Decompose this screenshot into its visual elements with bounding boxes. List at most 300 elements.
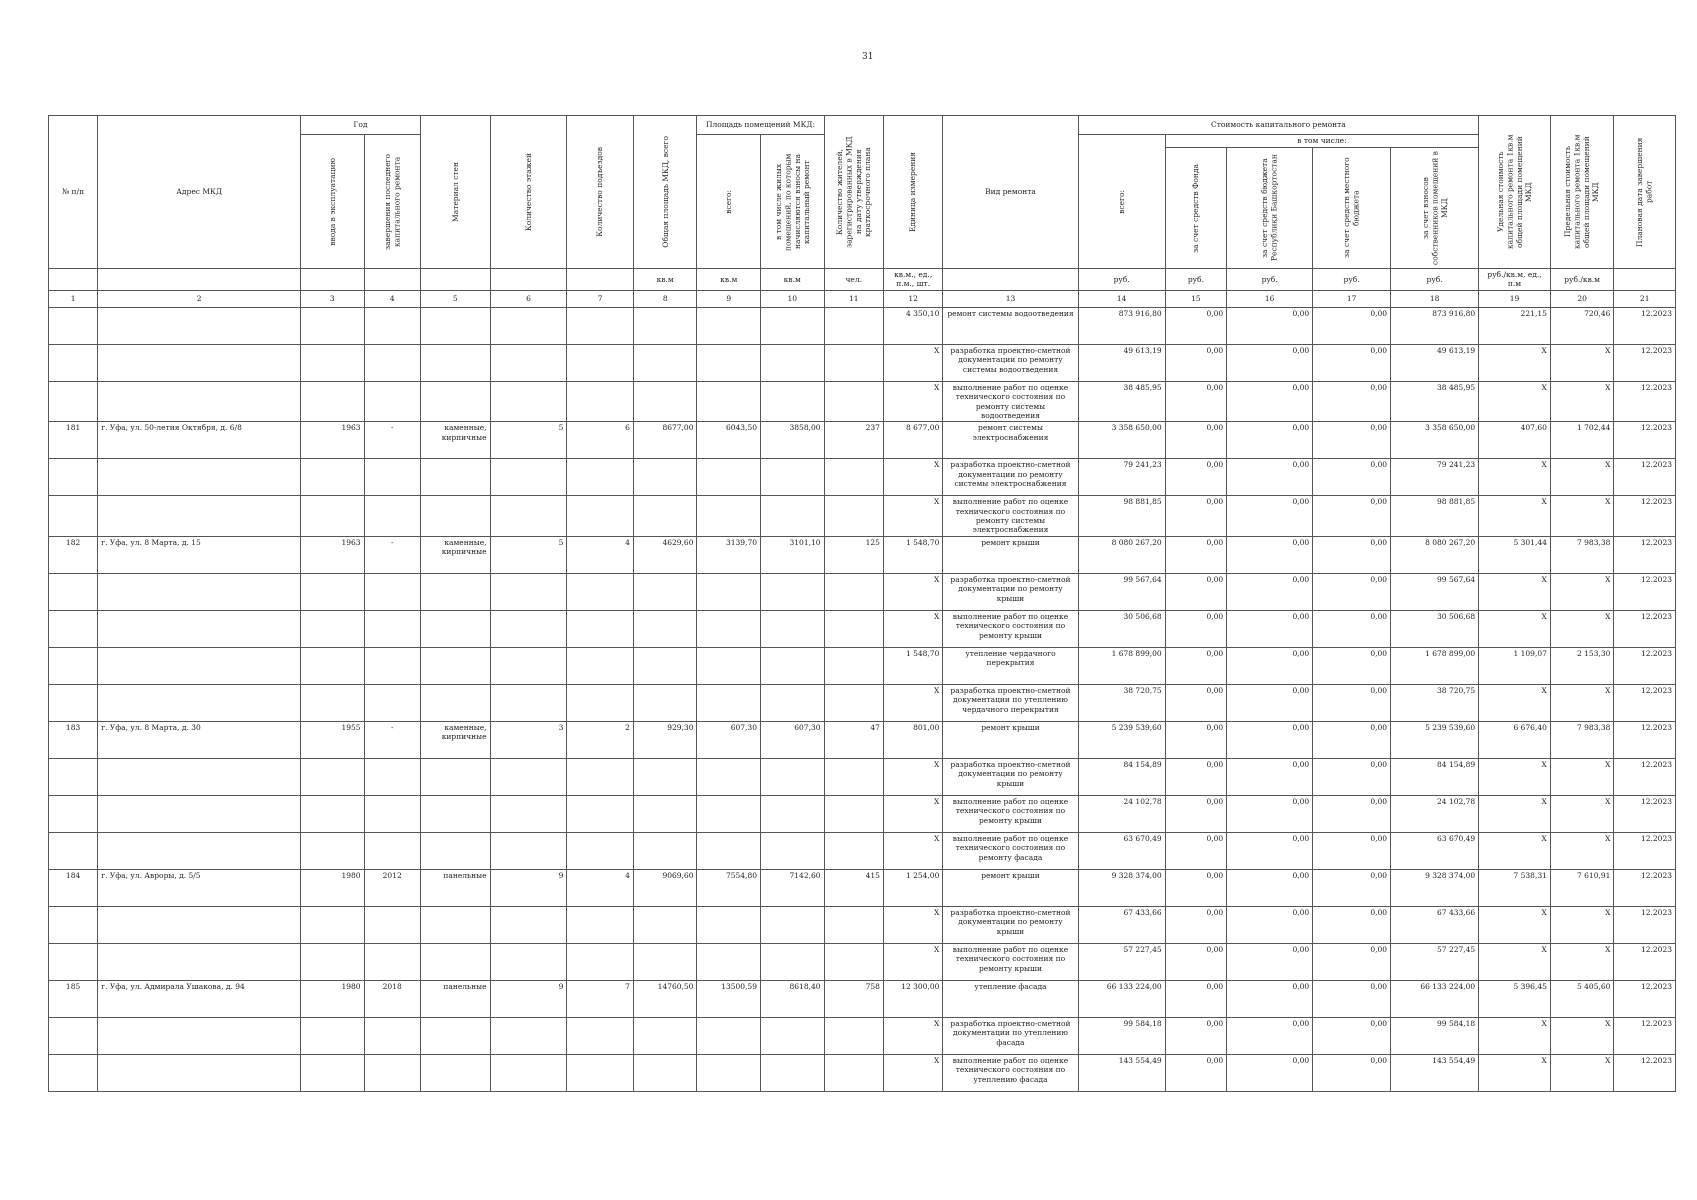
- cell-mcost: 7 610,91: [1550, 869, 1614, 906]
- cell-ucost: X: [1479, 459, 1551, 496]
- cell-y1: 1980: [301, 869, 365, 906]
- cell-wall: [420, 647, 490, 684]
- cell-floors: [490, 496, 567, 537]
- cell-floors: 5: [490, 536, 567, 573]
- cell-floors: [490, 758, 567, 795]
- cell-wall: [420, 307, 490, 344]
- unit-cell: руб.: [1078, 269, 1165, 291]
- cell-y2: [364, 647, 420, 684]
- cell-ucost: 407,60: [1479, 422, 1551, 459]
- cell-no: [49, 647, 98, 684]
- cell-owners: 79 241,23: [1391, 459, 1479, 496]
- cell-address: г. Уфа, ул. 50-летия Октября, д. 6/8: [98, 422, 301, 459]
- cell-fund: 0,00: [1165, 647, 1226, 684]
- cell-floors: 3: [490, 721, 567, 758]
- table-row: [49, 758, 1676, 795]
- cell-local: 0,00: [1313, 980, 1391, 1017]
- cell-owners: 873 916,80: [1391, 307, 1479, 344]
- cell-p2: [760, 906, 824, 943]
- cell-y2: [364, 684, 420, 721]
- cell-mcost: X: [1550, 344, 1614, 381]
- cell-entr: 4: [567, 869, 634, 906]
- cell-ucost: X: [1479, 1017, 1551, 1054]
- header-including: в том числе:: [1165, 135, 1479, 148]
- cell-date: 12.2023: [1614, 496, 1676, 537]
- cell-p2: 607,30: [760, 721, 824, 758]
- cell-wall: [420, 496, 490, 537]
- header-cost-local: за счет средств местного бюджета: [1313, 148, 1391, 269]
- cell-res: [824, 344, 883, 381]
- cell-address: [98, 943, 301, 980]
- cell-ucost: X: [1479, 795, 1551, 832]
- column-number: 5: [420, 290, 490, 307]
- cell-p1: [697, 496, 761, 537]
- column-number: 9: [697, 290, 761, 307]
- cell-fund: 0,00: [1165, 610, 1226, 647]
- cell-owners: 49 613,19: [1391, 344, 1479, 381]
- cell-y2: [364, 832, 420, 869]
- cell-mcost: X: [1550, 381, 1614, 422]
- cell-mcost: X: [1550, 943, 1614, 980]
- header-total-area: Общая площадь МКД, всего: [633, 116, 697, 269]
- column-number: 6: [490, 290, 567, 307]
- cell-y1: [301, 647, 365, 684]
- cell-date: 12.2023: [1614, 536, 1676, 573]
- column-number: 16: [1227, 290, 1313, 307]
- cell-wall: [420, 1017, 490, 1054]
- cell-p2: [760, 1017, 824, 1054]
- cell-no: 182: [49, 536, 98, 573]
- cell-address: [98, 647, 301, 684]
- cell-y1: [301, 795, 365, 832]
- header-premises-group: Площадь помещений МКД:: [697, 116, 824, 135]
- cell-wall: [420, 684, 490, 721]
- cell-local: 0,00: [1313, 422, 1391, 459]
- cell-owners: 5 239 539,60: [1391, 721, 1479, 758]
- column-number: 13: [943, 290, 1078, 307]
- cell-y1: [301, 496, 365, 537]
- cell-address: [98, 573, 301, 610]
- column-number: 21: [1614, 290, 1676, 307]
- cell-total: 84 154,89: [1078, 758, 1165, 795]
- cell-floors: [490, 647, 567, 684]
- cell-fund: 0,00: [1165, 536, 1226, 573]
- cell-p1: [697, 1054, 761, 1091]
- column-number: 20: [1550, 290, 1614, 307]
- header-cost-group: Стоимость капитального ремонта: [1078, 116, 1479, 135]
- cell-p1: [697, 1017, 761, 1054]
- header-year-group: Год: [301, 116, 421, 135]
- header-unit-cost: Удельная стоимость капитального ремонта 1кв.м общей площади помещений МКД: [1479, 116, 1551, 269]
- cell-area: [633, 832, 697, 869]
- table-row: [49, 906, 1676, 943]
- cell-owners: 9 328 374,00: [1391, 869, 1479, 906]
- cell-fund: 0,00: [1165, 573, 1226, 610]
- cell-y1: 1955: [301, 721, 365, 758]
- cell-address: [98, 344, 301, 381]
- cell-fund: 0,00: [1165, 459, 1226, 496]
- cell-local: 0,00: [1313, 573, 1391, 610]
- cell-wall: каменные, кирпичные: [420, 422, 490, 459]
- cell-unit: 801,00: [883, 721, 942, 758]
- cell-owners: 24 102,78: [1391, 795, 1479, 832]
- cell-unit: X: [883, 496, 942, 537]
- cell-p2: [760, 647, 824, 684]
- cell-date: 12.2023: [1614, 459, 1676, 496]
- cell-entr: [567, 684, 634, 721]
- header-cost-republic: за счет средств бюджета Республики Башкортостан: [1227, 148, 1313, 269]
- cell-no: 185: [49, 980, 98, 1017]
- cell-p2: [760, 684, 824, 721]
- header-unit: Единица измерения: [883, 116, 942, 269]
- cell-fund: 0,00: [1165, 795, 1226, 832]
- cell-owners: 63 670,49: [1391, 832, 1479, 869]
- cell-fund: 0,00: [1165, 684, 1226, 721]
- table-row: [49, 307, 1676, 344]
- cell-wall: [420, 906, 490, 943]
- cell-y2: [364, 381, 420, 422]
- cell-mcost: 5 405,60: [1550, 980, 1614, 1017]
- cell-local: 0,00: [1313, 832, 1391, 869]
- cell-ucost: X: [1479, 684, 1551, 721]
- cell-local: 0,00: [1313, 1017, 1391, 1054]
- cell-no: 181: [49, 422, 98, 459]
- cell-entr: [567, 1017, 634, 1054]
- units-row: [49, 269, 1676, 291]
- cell-type: выполнение работ по оценке технического состояния по ремонту крыши: [943, 610, 1078, 647]
- cell-wall: [420, 943, 490, 980]
- cell-rb: 0,00: [1227, 795, 1313, 832]
- unit-cell: руб.: [1313, 269, 1391, 291]
- cell-area: [633, 573, 697, 610]
- cell-address: [98, 1054, 301, 1091]
- cell-owners: 1 678 899,00: [1391, 647, 1479, 684]
- cell-type: ремонт крыши: [943, 536, 1078, 573]
- cell-area: [633, 496, 697, 537]
- cell-res: [824, 906, 883, 943]
- column-number: 2: [98, 290, 301, 307]
- cell-date: 12.2023: [1614, 573, 1676, 610]
- cell-address: [98, 496, 301, 537]
- column-number: 1: [49, 290, 98, 307]
- cell-total: 57 227,45: [1078, 943, 1165, 980]
- cell-y2: [364, 573, 420, 610]
- cell-entr: 6: [567, 422, 634, 459]
- cell-p2: 3101,10: [760, 536, 824, 573]
- cell-p1: [697, 610, 761, 647]
- column-number: 17: [1313, 290, 1391, 307]
- cell-type: разработка проектно-сметной документации по ремонту системы электроснабжения: [943, 459, 1078, 496]
- cell-entr: 2: [567, 721, 634, 758]
- cell-res: [824, 573, 883, 610]
- cell-ucost: X: [1479, 943, 1551, 980]
- cell-rb: 0,00: [1227, 573, 1313, 610]
- cell-area: [633, 943, 697, 980]
- cell-type: разработка проектно-сметной документации по ремонту крыши: [943, 906, 1078, 943]
- cell-mcost: X: [1550, 496, 1614, 537]
- cell-mcost: X: [1550, 684, 1614, 721]
- cell-rb: 0,00: [1227, 610, 1313, 647]
- cell-no: [49, 832, 98, 869]
- cell-no: [49, 758, 98, 795]
- cell-p1: [697, 832, 761, 869]
- cell-entr: [567, 459, 634, 496]
- cell-total: 99 567,64: [1078, 573, 1165, 610]
- header-year-commission: ввода в эксплуатацию: [301, 135, 365, 269]
- cell-wall: [420, 573, 490, 610]
- cell-entr: [567, 906, 634, 943]
- cell-y2: [364, 307, 420, 344]
- cell-local: 0,00: [1313, 610, 1391, 647]
- cell-owners: 38 485,95: [1391, 381, 1479, 422]
- cell-y1: [301, 943, 365, 980]
- cell-entr: [567, 647, 634, 684]
- cell-no: [49, 459, 98, 496]
- cell-type: выполнение работ по оценке технического состояния по ремонту системы водоотведения: [943, 381, 1078, 422]
- cell-type: ремонт системы электроснабжения: [943, 422, 1078, 459]
- cell-floors: [490, 307, 567, 344]
- cell-total: 99 584,18: [1078, 1017, 1165, 1054]
- cell-entr: [567, 610, 634, 647]
- cell-type: разработка проектно-сметной документации по ремонту крыши: [943, 758, 1078, 795]
- cell-rb: 0,00: [1227, 906, 1313, 943]
- cell-p1: [697, 344, 761, 381]
- cell-unit: X: [883, 943, 942, 980]
- cell-owners: 99 584,18: [1391, 1017, 1479, 1054]
- cell-date: 12.2023: [1614, 684, 1676, 721]
- cell-y2: [364, 1054, 420, 1091]
- table-row: [49, 980, 1676, 1017]
- cell-type: выполнение работ по оценке технического состояния по ремонту фасада: [943, 832, 1078, 869]
- cell-rb: 0,00: [1227, 307, 1313, 344]
- cell-floors: [490, 943, 567, 980]
- cell-p1: 6043,50: [697, 422, 761, 459]
- cell-rb: 0,00: [1227, 459, 1313, 496]
- cell-ucost: 5 301,44: [1479, 536, 1551, 573]
- cell-rb: 0,00: [1227, 344, 1313, 381]
- cell-p1: 7554,80: [697, 869, 761, 906]
- cell-y1: [301, 459, 365, 496]
- cell-y1: 1963: [301, 536, 365, 573]
- cell-date: 12.2023: [1614, 381, 1676, 422]
- cell-address: [98, 795, 301, 832]
- cell-local: 0,00: [1313, 459, 1391, 496]
- cell-p2: 3858,00: [760, 422, 824, 459]
- cell-p2: [760, 573, 824, 610]
- cell-total: 8 080 267,20: [1078, 536, 1165, 573]
- table-row: [49, 943, 1676, 980]
- cell-address: [98, 758, 301, 795]
- unit-cell: руб./кв.м, ед., п.м: [1479, 269, 1551, 291]
- cell-total: 38 720,75: [1078, 684, 1165, 721]
- cell-mcost: X: [1550, 573, 1614, 610]
- cell-p1: [697, 906, 761, 943]
- cell-res: [824, 1017, 883, 1054]
- cell-res: [824, 758, 883, 795]
- cell-p1: [697, 573, 761, 610]
- cell-floors: [490, 573, 567, 610]
- cell-no: [49, 943, 98, 980]
- cell-area: [633, 1017, 697, 1054]
- unit-cell: кв.м., ед., п.м., шт.: [883, 269, 942, 291]
- cell-fund: 0,00: [1165, 832, 1226, 869]
- cell-total: 66 133 224,00: [1078, 980, 1165, 1017]
- cell-mcost: X: [1550, 795, 1614, 832]
- cell-wall: каменные, кирпичные: [420, 721, 490, 758]
- unit-cell: кв.м: [633, 269, 697, 291]
- cell-p2: [760, 381, 824, 422]
- cell-area: [633, 795, 697, 832]
- cell-ucost: 7 538,31: [1479, 869, 1551, 906]
- table-row: [49, 1054, 1676, 1091]
- cell-y1: [301, 1017, 365, 1054]
- cell-local: 0,00: [1313, 381, 1391, 422]
- cell-fund: 0,00: [1165, 307, 1226, 344]
- column-number: 4: [364, 290, 420, 307]
- cell-rb: 0,00: [1227, 422, 1313, 459]
- table-row: [49, 795, 1676, 832]
- cell-floors: [490, 459, 567, 496]
- cell-address: [98, 1017, 301, 1054]
- cell-local: 0,00: [1313, 344, 1391, 381]
- cell-p1: [697, 943, 761, 980]
- header-row-1: [49, 116, 1676, 135]
- column-numbers-row: [49, 290, 1676, 307]
- cell-mcost: X: [1550, 1054, 1614, 1091]
- cell-fund: 0,00: [1165, 869, 1226, 906]
- column-number: 11: [824, 290, 883, 307]
- cell-ucost: X: [1479, 573, 1551, 610]
- table-row: [49, 647, 1676, 684]
- cell-ucost: X: [1479, 610, 1551, 647]
- cell-y2: -: [364, 721, 420, 758]
- cell-y1: [301, 832, 365, 869]
- cell-fund: 0,00: [1165, 980, 1226, 1017]
- cell-fund: 0,00: [1165, 943, 1226, 980]
- cell-rb: 0,00: [1227, 758, 1313, 795]
- cell-p1: [697, 795, 761, 832]
- cell-type: разработка проектно-сметной документации по утеплению фасада: [943, 1017, 1078, 1054]
- cell-address: [98, 610, 301, 647]
- header-address: Адрес МКД: [98, 116, 301, 269]
- cell-y2: -: [364, 536, 420, 573]
- cell-unit: X: [883, 684, 942, 721]
- cell-owners: 3 358 650,00: [1391, 422, 1479, 459]
- cell-local: 0,00: [1313, 758, 1391, 795]
- cell-date: 12.2023: [1614, 906, 1676, 943]
- cell-fund: 0,00: [1165, 758, 1226, 795]
- cell-floors: [490, 832, 567, 869]
- cell-entr: [567, 381, 634, 422]
- cell-y2: -: [364, 422, 420, 459]
- cell-fund: 0,00: [1165, 496, 1226, 537]
- cell-p2: [760, 795, 824, 832]
- table-row: [49, 869, 1676, 906]
- cell-ucost: X: [1479, 344, 1551, 381]
- cell-date: 12.2023: [1614, 869, 1676, 906]
- cell-res: [824, 832, 883, 869]
- column-number: 3: [301, 290, 365, 307]
- cell-ucost: X: [1479, 1054, 1551, 1091]
- cell-wall: [420, 758, 490, 795]
- cell-rb: 0,00: [1227, 536, 1313, 573]
- header-year-last-repair: завершения последнего капитального ремонта: [364, 135, 420, 269]
- cell-total: 30 506,68: [1078, 610, 1165, 647]
- cell-owners: 143 554,49: [1391, 1054, 1479, 1091]
- cell-ucost: 221,15: [1479, 307, 1551, 344]
- cell-owners: 57 227,45: [1391, 943, 1479, 980]
- cell-entr: [567, 943, 634, 980]
- cell-type: утепление чердачного перекрытия: [943, 647, 1078, 684]
- cell-total: 79 241,23: [1078, 459, 1165, 496]
- cell-date: 12.2023: [1614, 307, 1676, 344]
- cell-unit: X: [883, 573, 942, 610]
- cell-fund: 0,00: [1165, 1017, 1226, 1054]
- cell-y1: [301, 381, 365, 422]
- cell-res: 758: [824, 980, 883, 1017]
- cell-no: [49, 344, 98, 381]
- cell-no: [49, 1017, 98, 1054]
- cell-entr: [567, 1054, 634, 1091]
- cell-unit: X: [883, 381, 942, 422]
- cell-unit: X: [883, 459, 942, 496]
- cell-mcost: X: [1550, 459, 1614, 496]
- cell-p2: [760, 459, 824, 496]
- cell-unit: X: [883, 1017, 942, 1054]
- cell-p2: [760, 344, 824, 381]
- cell-total: 873 916,80: [1078, 307, 1165, 344]
- table-row: [49, 459, 1676, 496]
- cell-date: 12.2023: [1614, 344, 1676, 381]
- cell-floors: [490, 906, 567, 943]
- cell-area: [633, 906, 697, 943]
- cell-area: 14760,50: [633, 980, 697, 1017]
- table-row: [49, 381, 1676, 422]
- cell-p1: [697, 381, 761, 422]
- column-number: 15: [1165, 290, 1226, 307]
- cell-unit: X: [883, 832, 942, 869]
- cell-y2: 2018: [364, 980, 420, 1017]
- cell-area: [633, 758, 697, 795]
- cell-rb: 0,00: [1227, 381, 1313, 422]
- cell-p1: 13500,59: [697, 980, 761, 1017]
- cell-res: [824, 307, 883, 344]
- cell-total: 24 102,78: [1078, 795, 1165, 832]
- cell-y1: [301, 906, 365, 943]
- cell-date: 12.2023: [1614, 1054, 1676, 1091]
- cell-wall: [420, 1054, 490, 1091]
- header-residents: Количество жителей, зарегистрированных в МКД на дату утверждения краткосрочного плана: [824, 116, 883, 269]
- cell-rb: 0,00: [1227, 980, 1313, 1017]
- cell-type: утепление фасада: [943, 980, 1078, 1017]
- cell-entr: [567, 344, 634, 381]
- cell-address: [98, 906, 301, 943]
- cell-p2: [760, 832, 824, 869]
- cell-date: 12.2023: [1614, 721, 1676, 758]
- cell-no: [49, 381, 98, 422]
- cell-total: 5 239 539,60: [1078, 721, 1165, 758]
- cell-ucost: 5 396,45: [1479, 980, 1551, 1017]
- cell-local: 0,00: [1313, 307, 1391, 344]
- cell-area: [633, 610, 697, 647]
- cell-unit: X: [883, 610, 942, 647]
- cell-date: 12.2023: [1614, 1017, 1676, 1054]
- cell-mcost: 720,46: [1550, 307, 1614, 344]
- cell-address: г. Уфа, ул. Авроры, д. 5/5: [98, 869, 301, 906]
- cell-y1: [301, 307, 365, 344]
- column-number: 10: [760, 290, 824, 307]
- cell-date: 12.2023: [1614, 832, 1676, 869]
